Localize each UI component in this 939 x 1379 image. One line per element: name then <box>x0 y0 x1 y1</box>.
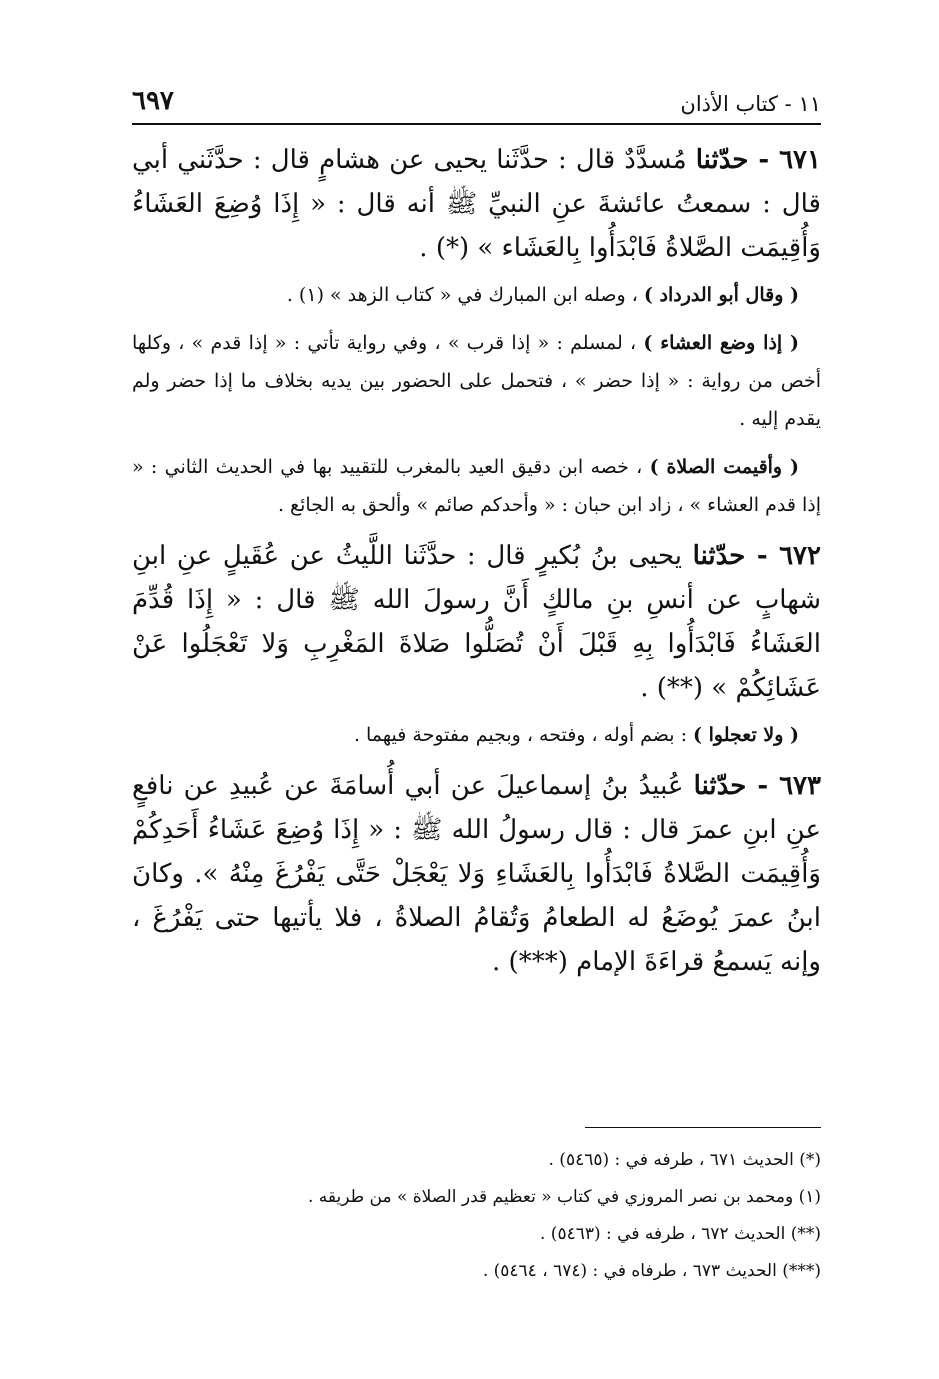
footnotes <box>132 1142 821 1290</box>
commentary-text: ، خصه ابن دقيق العيد بالمغرب للتقييد بها في الحديث الثاني : « إذا قدم العشاء » ، زاد ابن حبان : « وأحدكم صائم » وألحق به الجائع . <box>132 456 821 516</box>
commentary-lemma: ( وقال أبو الدرداد ) <box>643 284 799 306</box>
page-header <box>132 82 821 116</box>
commentary-wudia <box>132 324 821 438</box>
page-body <box>132 138 821 990</box>
hadith-number: ٦٧٢ - <box>745 541 821 571</box>
page-number: ٦٩٧ <box>132 86 174 116</box>
hadith-673 <box>132 764 821 984</box>
commentary-lemma: ( وأقيمت الصلاة ) <box>649 456 799 478</box>
commentary-text: ، وصله ابن المبارك في « كتاب الزهد » (١) . <box>286 284 644 306</box>
hadith-number: ٦٧٣ - <box>746 771 821 801</box>
commentary-text: ، لمسلم : « إذا قرب » ، وفي رواية تأتي : « إذا قدم » ، وكلها أخص من رواية : « إذا حضر » ، فتحمل على الحضور بين يديه بخلاف ما إذا حضر ولم يقدم إليه . <box>132 332 821 430</box>
hadith-number: ٦٧١ - <box>748 145 821 175</box>
footnote-672: (**) الحديث ٦٧٢ ، طرفه في : (٥٤٦٣) . <box>540 1224 821 1244</box>
hadith-intro: حدّثنا <box>695 145 749 175</box>
hadith-intro: حدّثنا <box>692 541 746 571</box>
hadith-text: يحيى بنُ بُكيرٍ قال : حدَّثَنا اللَّيثُ عن عُقَيلٍ عنِ ابنِ شهابٍ عن أنسِ بنِ مالكٍ أَنَّ رسولَ الله ﷺ قال : « إِذَا قُدِّمَ العَشَاءُ فَابْدَأُوا بِهِ قَبْلَ أَنْ تُصَلُّوا صَلاةَ المَغْرِبِ وَلا تَعْجَلُوا عَنْ عَشَائِكُمْ » (**) . <box>132 541 821 703</box>
commentary-uqimat <box>132 448 821 524</box>
commentary-lemma: ( ولا تعجلوا ) <box>693 724 799 746</box>
commentary-abu-darda <box>132 276 821 314</box>
footnote-rule <box>585 1127 821 1128</box>
hadith-text: عُبيدُ بنُ إسماعيلَ عن أبي أُسامَةَ عن عُبيدِ عن نافعٍ عنِ ابنِ عمرَ قال : قال رسولُ الله ﷺ : « إِذَا وُضِعَ عَشَاءُ أَحَدِكُمْ وَأُقِيمَت الصَّلاةُ فَابْدَأُوا بِالعَشَاءِ وَلا يَعْجَلْ حَتَّى يَفْرُغَ مِنْهُ ». وكانَ ابنُ عمرَ يُوضَعُ له الطعامُ وَتُقامُ الصلاةُ ، فلا يأتيها حتى يَفْرُغَ ، وإنه يَسمعُ قراءَةَ الإمام (***) . <box>132 771 821 977</box>
running-title: ١١ - كتاب الأذان <box>680 92 821 116</box>
hadith-text: مُسدَّدٌ قال : حدَّثَنا يحيى عن هشامٍ قال : حدَّثَني أبي قال : سمعتُ عائشةَ عنِ النبيِّ ﷺ أنه قال : « إِذَا وُضِعَ العَشَاءُ وَأُقِيمَت الصَّلاةُ فَابْدَأُوا بِالعَشَاء » (*) . <box>132 145 821 263</box>
commentary-lemma: ( إذا وضع العشاء ) <box>643 332 799 354</box>
footnote-673: (***) الحديث ٦٧٣ ، طرفاه في : (٦٧٤ ، ٥٤٦٤) . <box>482 1261 821 1281</box>
hadith-671 <box>132 138 821 270</box>
hadith-672 <box>132 534 821 710</box>
hadith-intro: حدّثنا <box>693 771 747 801</box>
commentary-taajalu <box>132 716 821 754</box>
footnote-1: (١) ومحمد بن نصر المروزي في كتاب « تعظيم قدر الصلاة » من طريقه . <box>307 1187 821 1207</box>
footnote-671: (*) الحديث ٦٧١ ، طرفه في : (٥٤٦٥) . <box>548 1150 821 1170</box>
header-rule <box>132 123 821 125</box>
commentary-text: : بضم أوله ، وفتحه ، وبجيم مفتوحة فيهما . <box>353 724 694 746</box>
